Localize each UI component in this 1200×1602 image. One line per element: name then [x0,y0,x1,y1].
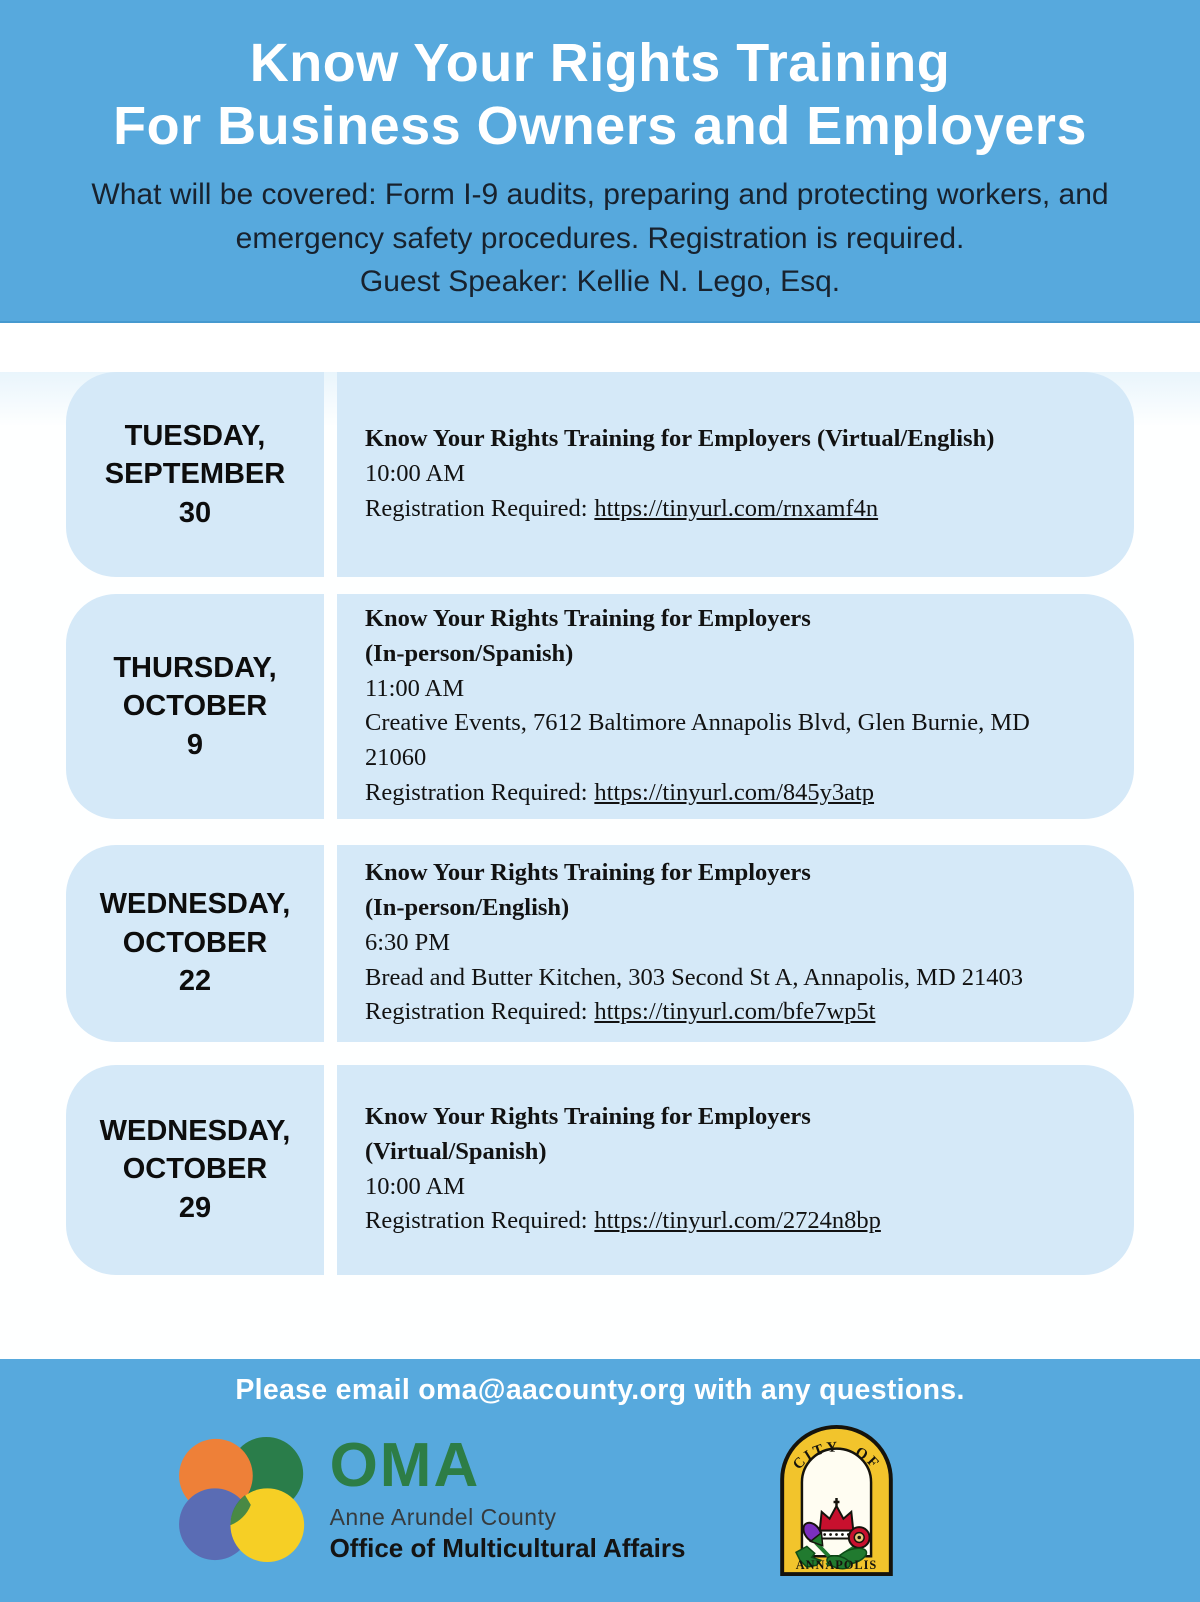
event-row [66,372,1134,577]
date-line: OCTOBER [122,690,268,723]
header-banner [0,0,1200,323]
event-time: 10:00 AM [365,1172,466,1200]
event-format: (Virtual/Spanish) [365,1137,547,1165]
date-line: WEDNESDAY, [99,888,291,921]
guest-speaker-line: Guest Speaker: Kellie N. Lego, Esq. [359,265,841,299]
date-line: 22 [178,965,212,998]
oma-logo-text [329,1430,686,1564]
event-format: (In-person/Spanish) [365,639,574,667]
registration-label: Registration Required: [365,998,588,1026]
event-row [66,594,1134,819]
date-line: WEDNESDAY, [99,1114,291,1147]
oma-acronym: OMA [329,1430,481,1500]
event-time: 11:00 AM [365,674,465,702]
seal-top-text: CITY OF [790,1439,884,1473]
registration-link[interactable]: https://tinyurl.com/bfe7wp5t [594,998,876,1026]
seal-bottom-text: ANNAPOLIS [796,1558,878,1573]
event-date [66,845,324,1042]
oma-office-label: Office of Multicultural Affairs [329,1532,686,1563]
date-line: SEPTEMBER [104,458,286,491]
registration-line [365,995,1106,1030]
event-row [66,1065,1134,1275]
event-date [66,372,324,577]
footer-banner [0,1359,1200,1602]
event-time: 10:00 AM [365,460,466,488]
event-format: (In-person/English) [365,894,570,922]
city-of-annapolis-seal-icon [777,1419,896,1579]
event-title: Know Your Rights Training for Employers (Virtual/English) [365,425,995,453]
event-details [337,372,1134,577]
footer-logos [0,1419,1136,1579]
date-line: OCTOBER [122,926,268,959]
registration-label: Registration Required: [365,778,588,806]
contact-note: Please email oma@aacounty.org with any questions. [235,1374,965,1406]
registration-label: Registration Required: [365,1207,588,1235]
event-date [66,1065,324,1275]
event-location: Creative Events, 7612 Baltimore Annapolis Blvd, Glen Burnie, MD [365,709,1030,737]
date-line: 29 [178,1191,212,1224]
registration-link[interactable]: https://tinyurl.com/rnxamf4n [594,494,879,522]
oma-county-label: Anne Arundel County [329,1503,557,1530]
registration-link[interactable]: https://tinyurl.com/2724n8bp [594,1207,881,1235]
registration-label: Registration Required: [365,494,588,522]
event-row [66,845,1134,1042]
event-date [66,594,324,819]
registration-line [365,492,1106,527]
date-line: THURSDAY, [113,651,277,684]
title-line-1: Know Your Rights Training [249,33,951,93]
event-location: Bread and Butter Kitchen, 303 Second St A, Annapolis, MD 21403 [365,963,1024,991]
registration-link[interactable]: https://tinyurl.com/845y3atp [594,778,875,806]
event-title: Know Your Rights Training for Employers [365,859,811,887]
title-line-2: For Business Owners and Employers [113,96,1087,157]
date-line: TUESDAY, [124,419,266,452]
event-time: 6:30 PM [365,928,451,956]
event-title: Know Your Rights Training for Employers [365,605,811,632]
date-line: OCTOBER [122,1153,268,1186]
event-details [337,845,1134,1042]
event-details [337,1065,1134,1275]
event-details [337,594,1134,819]
flyer-description: What will be covered: Form I-9 audits, preparing and protecting workers, and emergency safety procedures. Registration is required. [91,178,1109,255]
registration-line [365,1204,1106,1239]
date-line: 30 [178,496,212,529]
oma-logo [176,1430,686,1564]
event-location: 21060 [365,744,427,772]
oma-circles-icon [176,1435,314,1563]
page-title [0,32,1200,158]
event-title: Know Your Rights Training for Employers [365,1103,811,1131]
event-schedule [0,372,1200,1359]
registration-line [365,776,1106,811]
date-line: 9 [186,728,204,761]
